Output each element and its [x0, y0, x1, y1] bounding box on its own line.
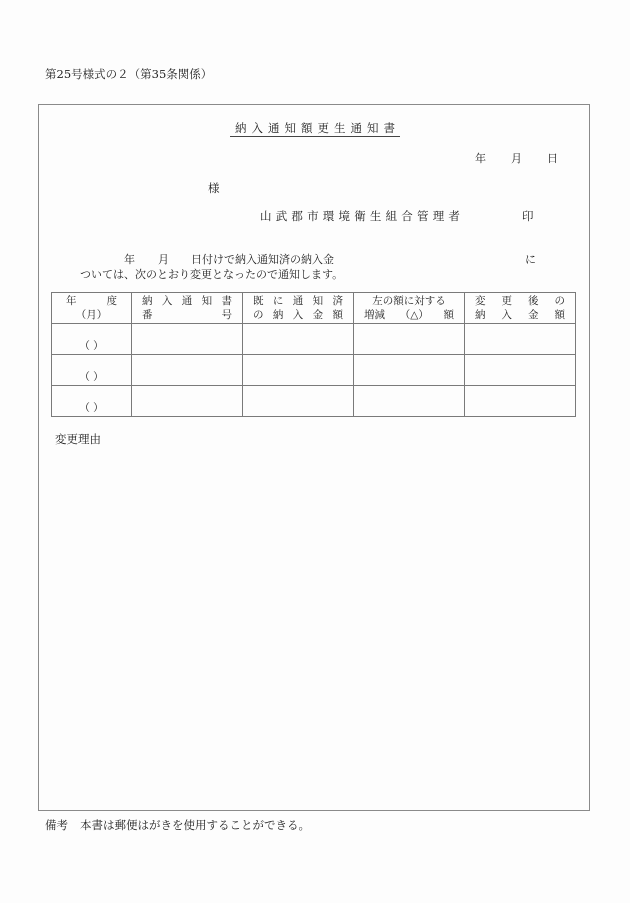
cell-notified-amount[interactable] — [243, 324, 354, 355]
header-text: 入 — [501, 309, 512, 321]
header-text: 納 — [142, 295, 153, 307]
body-text-line2: ついては、次のとおり変更となったので通知します。 — [80, 268, 344, 281]
table-row — [52, 355, 576, 386]
cell-new-amount[interactable] — [465, 324, 576, 355]
header-text: 更 — [501, 295, 512, 307]
seal-mark: 印 — [522, 209, 534, 223]
header-text: 変 — [475, 295, 486, 307]
document-title-text: 納入通知額更生通知書 — [230, 121, 400, 137]
date-year-label: 年 — [475, 152, 486, 165]
header-text: 金 — [528, 309, 539, 321]
cell-period[interactable]: （ ） — [52, 324, 132, 355]
remarks — [45, 817, 310, 833]
document-title — [0, 120, 630, 136]
header-text: 通 — [181, 295, 193, 307]
header-text: 額 — [554, 309, 565, 321]
header-text: の — [253, 309, 264, 321]
header-text: の — [554, 295, 565, 307]
header-text: 知 — [312, 295, 324, 307]
body-text-line1 — [124, 251, 334, 267]
date-day-label: 日 — [547, 152, 558, 165]
header-text: 後 — [528, 295, 539, 307]
header-text: 知 — [201, 295, 213, 307]
amount-change-table — [51, 292, 576, 417]
header-line — [132, 294, 242, 308]
cell-notified-amount[interactable] — [243, 355, 354, 386]
header-line — [354, 308, 464, 322]
header-text: 年 — [66, 295, 77, 307]
issuer-name: 山武郡市環境衛生組合管理者 — [260, 209, 465, 223]
body-line1-end: に — [525, 253, 536, 266]
cell-new-amount[interactable] — [465, 355, 576, 386]
header-new-amount — [465, 293, 576, 324]
change-reason-label: 変更理由 — [55, 432, 101, 446]
addressee-suffix: 様 — [208, 181, 220, 195]
header-text: 書 — [221, 295, 232, 307]
cell-period[interactable]: （ ） — [52, 355, 132, 386]
cell-notified-amount[interactable] — [243, 386, 354, 417]
header-notified-amount — [243, 293, 354, 324]
cell-change-amount[interactable] — [354, 324, 465, 355]
header-text: 額 — [443, 309, 454, 321]
header-fiscal-year — [52, 293, 132, 324]
cell-period[interactable]: （ ） — [52, 386, 132, 417]
remarks-label: 備考 — [45, 818, 68, 832]
form-number-label: 第25号様式の２（第35条関係） — [45, 67, 213, 81]
header-notice-number — [132, 293, 243, 324]
date-month-label: 月 — [511, 152, 522, 165]
remarks-text: 本書は郵便はがきを使用することができる。 — [80, 818, 310, 832]
header-text: 既 — [253, 295, 264, 307]
cell-notice-number[interactable] — [132, 386, 243, 417]
table-header-row — [52, 293, 576, 324]
header-text: 納 — [272, 309, 284, 321]
header-line — [465, 308, 575, 322]
header-text: 左の額に対する — [372, 295, 446, 307]
cell-change-amount[interactable] — [354, 386, 465, 417]
body-month-label: 月 — [158, 253, 169, 266]
body-year-label: 年 — [124, 253, 135, 266]
cell-change-amount[interactable] — [354, 355, 465, 386]
header-text: （△） — [399, 309, 429, 321]
header-text: 入 — [292, 309, 304, 321]
header-text: に — [272, 295, 284, 307]
header-text: 度 — [106, 295, 117, 307]
header-text: 番 — [142, 309, 153, 321]
header-line — [243, 294, 353, 308]
cell-notice-number[interactable] — [132, 324, 243, 355]
cell-new-amount[interactable] — [465, 386, 576, 417]
body-line1-rest: 日付けで納入通知済の納入金 — [191, 253, 334, 266]
issue-date — [475, 150, 558, 166]
header-text: 入 — [161, 295, 173, 307]
header-line — [465, 294, 575, 308]
header-text: 通 — [292, 295, 304, 307]
header-text: 納 — [475, 309, 486, 321]
header-text: 額 — [332, 309, 343, 321]
header-text: （月） — [75, 309, 108, 321]
header-text: 金 — [312, 309, 324, 321]
header-text: 済 — [332, 295, 343, 307]
header-line — [132, 308, 242, 322]
cell-notice-number[interactable] — [132, 355, 243, 386]
header-change-amount — [354, 293, 465, 324]
header-line — [243, 308, 353, 322]
table-row — [52, 324, 576, 355]
table-row — [52, 386, 576, 417]
header-text: 増減 — [364, 309, 385, 321]
header-text: 号 — [221, 309, 232, 321]
header-line — [52, 294, 131, 308]
